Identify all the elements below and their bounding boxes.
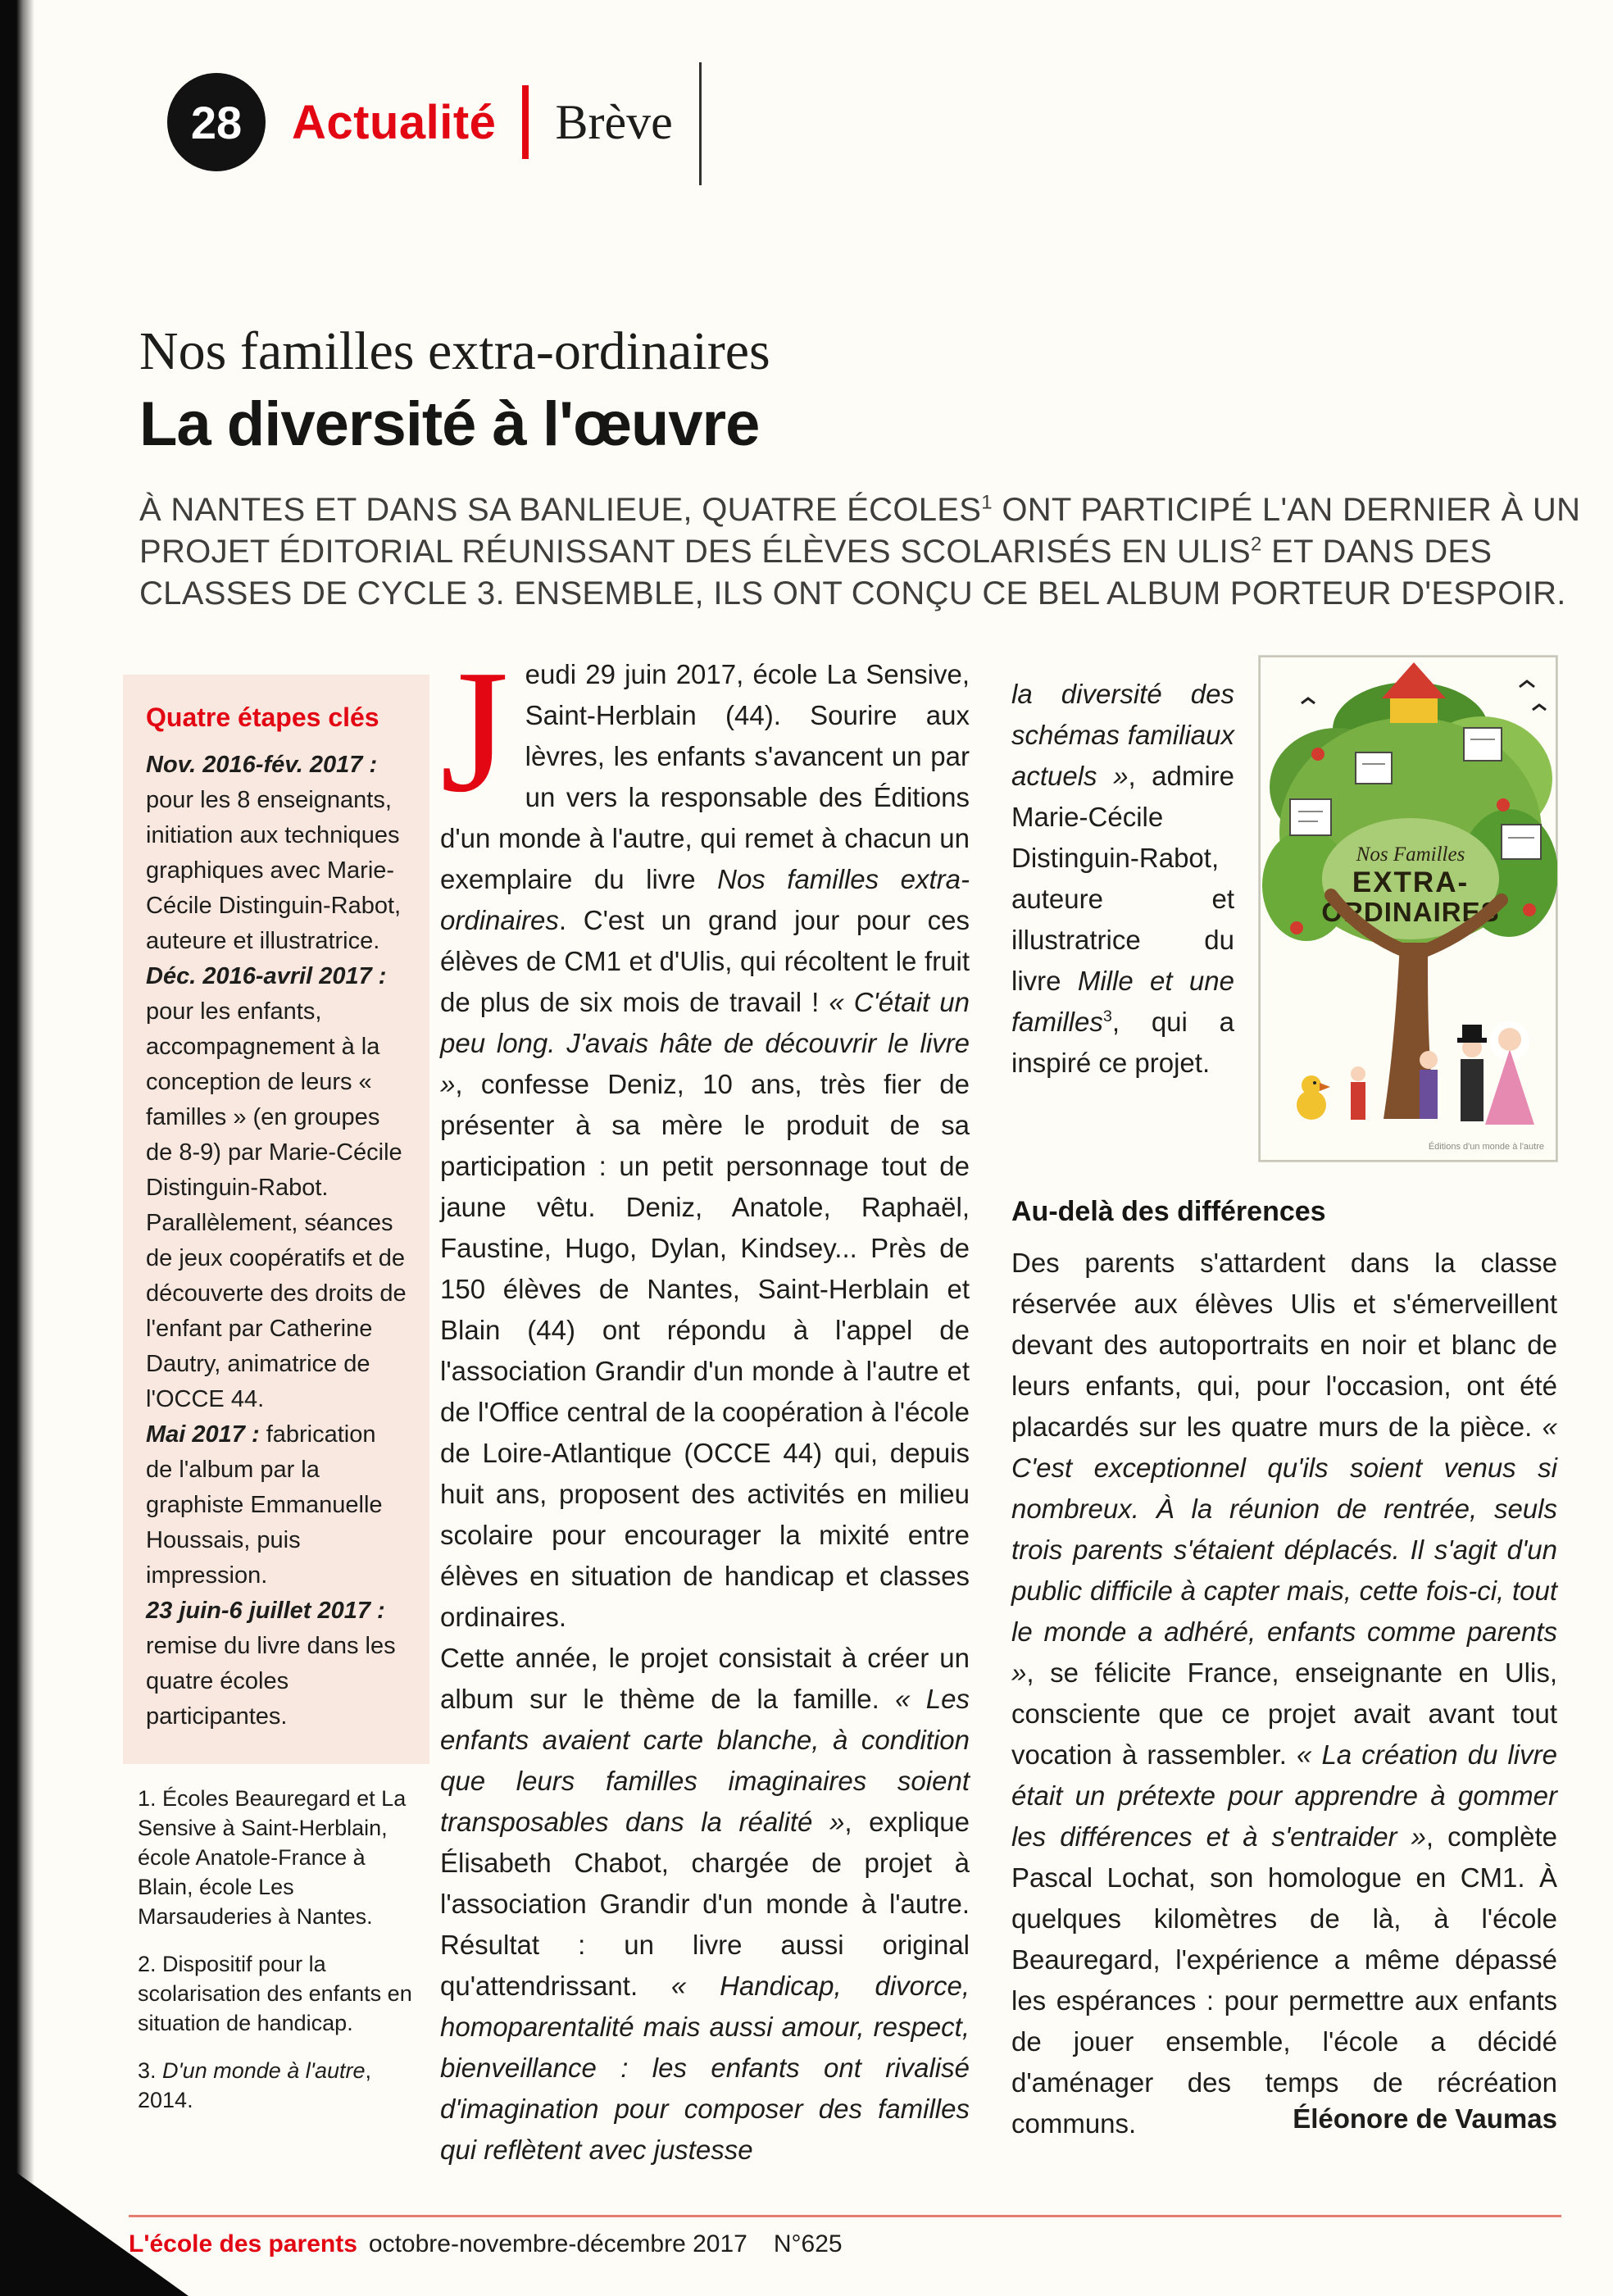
header-rule — [699, 62, 702, 185]
sidebar-item — [146, 748, 408, 959]
article-kicker: Nos familles extra-ordinaires — [139, 321, 770, 381]
footnote-2: 2. Dispositif pour la scolarisation des enfants en situation de handicap. — [138, 1952, 412, 2035]
cover-publisher: Éditions d'un monde à l'autre — [1428, 1142, 1544, 1152]
sidebar-item-date: Nov. 2016-fév. 2017 : — [146, 752, 378, 778]
scan-edge-left — [0, 0, 34, 2296]
paragraph-text: eudi 29 juin 2017, école La Sensive, Saint-Herblain (44). Sourire aux lèvres, les enfants s'avancent un par un vers la responsable des Éditions d'un monde à l'autre, qui remet à chacun un exemplaire du livre Nos familles extra-ordinaires. C'est un grand jour pour ces élèves de CM1 et d'Ulis, qui récoltent le fruit de plus de six mois de travail ! « C'était un peu long. J'avais hâte de découvrir le livre », confesse Deniz, 10 ans, très fier de présenter à sa mère le produit de sa participation : un petit personnage tout de jaune vêtu. Deniz, Anatole, Raphaël, Faustine, Hugo, Dylan, Kindsey... Près de 150 élèves de Nantes, Saint-Herblain et Blain (44) ont répondu à l'appel de l'association Grandir d'un monde à l'autre et de l'Office central de la coopération à l'école de Loire-Atlantique (OCCE 44) qui, depuis huit ans, proposent des activités en milieu scolaire pour encourager la mixité entre élèves en situation de handicap et classes ordinaires. — [440, 659, 970, 1632]
sidebar-title: Quatre étapes clés — [146, 702, 379, 732]
issue-number: N°625 — [773, 2230, 843, 2257]
article-paragraph — [440, 633, 970, 1638]
sidebar-item-text: pour les enfants, accompagnement à la conception de leurs « familles » (en groupes de 8-9) par Marie-Cécile Distinguin-Rabot. Parallèlement, séances de jeux coopératifs et de découverte des droits de l'enfant par Catherine Dautry, animatrice de l'OCCE 44. — [146, 998, 407, 1412]
rubric-label: Brève — [555, 94, 673, 149]
sidebar-item — [146, 1594, 408, 1735]
section-label: Actualité — [292, 95, 497, 149]
issue-date: octobre-novembre-décembre 2017 — [368, 2230, 747, 2257]
page-footer — [129, 2215, 1561, 2258]
cover-title-bottom: ORDINAIRES — [1321, 897, 1500, 927]
sidebar-item-text: pour les 8 enseignants, initiation aux techniques graphiques avec Marie-Cécile Distinguin-Rabot, auteure et illustratrice. — [146, 787, 402, 954]
footnote-1: 1. Écoles Beauregard et La Sensive à Saint-Herblain, école Anatole-France à Blain, école Les Marsauderies à Nantes. — [138, 1786, 407, 1929]
article-column-middle — [440, 633, 970, 2171]
footnote-3: 3. D'un monde à l'autre, 2014. — [138, 2058, 372, 2112]
article-paragraph: la diversité des schémas familiaux actuels », admire Marie-Cécile Distinguin-Rabot, auteure et illustratrice du livre Mille et une familles$^3$, qui a inspiré ce projet. — [1011, 679, 1234, 1078]
article-paragraph: Des parents s'attardent dans la classe réservée aux élèves Ulis et s'émerveillent devant des autoportraits en noir et blanc de leurs enfants, qui, pour l'occasion, ont été placardés sur les quatre murs de la pièce. « C'est exceptionnel qu'ils soient venus si nombreux. À la réunion de rentrée, seuls trois parents s'étaient déplacés. Il s'agit d'un public difficile à capter mais, cette fois-ci, tout le monde a adhéré, enfants comme parents », se félicite France, enseignante en Ulis, consciente que ce projet avait avant tout vocation à rassembler. « La création du livre était un prétexte pour apprendre à gommer les différences et à s'entraider », complète Pascal Lochat, son homologue en CM1. À quelques kilomètres de là, à l'école Beauregard, l'expérience a même dépassé les espérances : pour permettre aux enfants de jouer ensemble, l'école a décidé d'aménager des temps de récréation communs. — [1011, 1248, 1557, 2139]
sidebar-item — [146, 959, 408, 1417]
sidebar-key-steps — [123, 675, 429, 1764]
article-column-right — [1011, 656, 1557, 2139]
section-divider — [522, 85, 529, 159]
article-subhead: Au-delà des différences — [1011, 1196, 1326, 1227]
magazine-brand: L'école des parents — [129, 2230, 357, 2257]
article-title: La diversité à l'œuvre — [139, 389, 760, 459]
right-column-top — [1011, 656, 1557, 1162]
author-signature: Éléonore de Vaumas — [1293, 2103, 1557, 2134]
book-cover-illustration — [1259, 656, 1557, 1162]
page-number: 28 — [190, 96, 243, 148]
sidebar-item-date: Déc. 2016-avril 2017 : — [146, 963, 387, 989]
sidebar-item-text: remise du livre dans les quatre écoles participantes. — [146, 1633, 396, 1730]
article-head — [139, 321, 1583, 614]
cover-title-top: Nos Familles — [1356, 843, 1465, 866]
cover-title-mid: EXTRA- — [1352, 866, 1470, 898]
page-header — [167, 59, 702, 185]
article-paragraph: Cette année, le projet consistait à créer un album sur le thème de la famille. « Les enfants avaient carte blanche, à condition que leurs familles imaginaires soient transposables dans la réalité », explique Élisabeth Chabot, chargée de projet à l'association Grandir d'un monde à l'autre. Résultat : un livre aussi original qu'attendrissant. « Handicap, divorce, homoparentalité mais aussi amour, respect, bienveillance : les enfants ont rivalisé d'imagination pour composer des familles qui reflètent avec justesse — [440, 1643, 970, 2165]
footnotes — [138, 1784, 426, 2133]
book-cover — [1259, 656, 1557, 1162]
page-number-badge — [167, 73, 266, 171]
sidebar-item-date: Mai 2017 : — [146, 1421, 260, 1448]
sidebar-item — [146, 1417, 408, 1594]
article-standfirst: À NANTES ET DANS SA BANLIEUE, QUATRE ÉCOLES$^1$ ONT PARTICIPÉ L'AN DERNIER À UN PROJET ÉDITORIAL RÉUNISSANT DES ÉLÈVES SCOLARISÉS EN ULIS$^2$ ET DANS DES CLASSES DE CYCLE 3. ENSEMBLE, ILS ONT CONÇU CE BEL ALBUM PORTEUR D'ESPOIR. — [139, 491, 1581, 612]
drop-cap: J — [440, 633, 509, 829]
sidebar-item-date: 23 juin-6 juillet 2017 : — [146, 1598, 385, 1624]
sidebar-item-text: fabrication de l'album par la graphiste Emmanuelle Houssais, puis impression. — [146, 1421, 383, 1589]
